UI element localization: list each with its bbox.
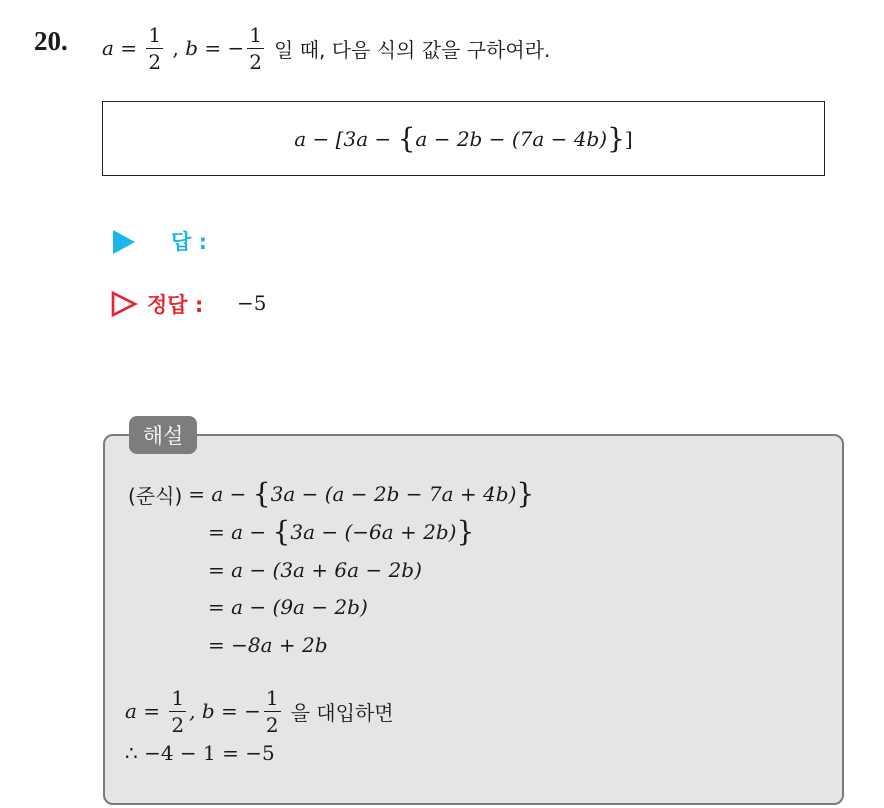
expression-left-brace: {	[397, 121, 416, 155]
correct-label: 정답 :	[147, 293, 204, 317]
solution-line-5: = −8a + 2b	[208, 633, 328, 657]
answer-marker-icon	[113, 230, 135, 254]
var-a: a	[102, 36, 114, 60]
solution-prefix: (준식)	[128, 483, 183, 508]
solution-line-2-b: 3a − (−6a + 2b)	[290, 520, 457, 544]
equals-b: = −	[198, 36, 245, 60]
solution-line-1-b: 3a − (a − 2b − 7a + 4b)	[270, 482, 517, 506]
fraction-b	[247, 22, 264, 74]
substitution-text: 을 대입하면	[290, 700, 394, 725]
substitution-line	[125, 682, 394, 740]
substitution-b: , b = −	[189, 699, 261, 723]
equals-a: =	[113, 36, 144, 60]
solution-line-2-right-brace: }	[456, 515, 475, 548]
substitution-fraction-a-numerator: 1	[171, 685, 185, 710]
expression-part-2: a − 2b − (7a − 4b)	[415, 126, 608, 151]
solution-line-3: = a − (3a + 6a − 2b)	[208, 558, 422, 582]
substitution-fraction-b-numerator: 1	[265, 685, 279, 710]
solution-line-1-a: = a −	[188, 482, 253, 506]
substitution-fraction-a-denominator: 2	[171, 712, 185, 737]
comma: ,	[166, 36, 186, 60]
solution-line-2-a: = a −	[208, 520, 273, 544]
solution-line-2	[208, 514, 474, 550]
correct-value: −5	[237, 291, 267, 315]
substitution-fraction-b	[264, 685, 281, 737]
substitution-fraction-b-denominator: 2	[265, 712, 279, 737]
answer-label: 답 :	[171, 230, 207, 254]
question-instruction: 일 때, 다음 식의 값을 구하여라.	[274, 37, 551, 62]
solution-tag: 해설	[129, 416, 197, 454]
solution-line-4: = a − (9a − 2b)	[208, 595, 368, 619]
fraction-b-numerator: 1	[249, 22, 263, 47]
fraction-b-denominator: 2	[249, 49, 263, 74]
question-condition	[102, 16, 550, 80]
fraction-a-numerator: 1	[148, 22, 162, 47]
solution-line-1-right-brace: }	[516, 477, 535, 510]
expression-part-1: a − [3a −	[294, 126, 398, 151]
fraction-a-denominator: 2	[148, 49, 162, 74]
substitution-fraction-a	[169, 685, 186, 737]
substitution-a: a =	[125, 699, 167, 723]
solution-line-1-left-brace: {	[252, 477, 271, 510]
var-b: b	[185, 36, 199, 60]
expression-right-brace: }	[607, 121, 625, 155]
question-number: 20.	[34, 26, 68, 56]
expression-part-3: ]	[624, 126, 633, 151]
correct-marker-icon	[110, 290, 138, 318]
expression-box	[102, 101, 825, 176]
solution-line-1	[128, 476, 534, 512]
final-line: ∴ −4 − 1 = −5	[125, 741, 275, 765]
fraction-a	[146, 22, 163, 74]
solution-line-2-left-brace: {	[272, 515, 291, 548]
